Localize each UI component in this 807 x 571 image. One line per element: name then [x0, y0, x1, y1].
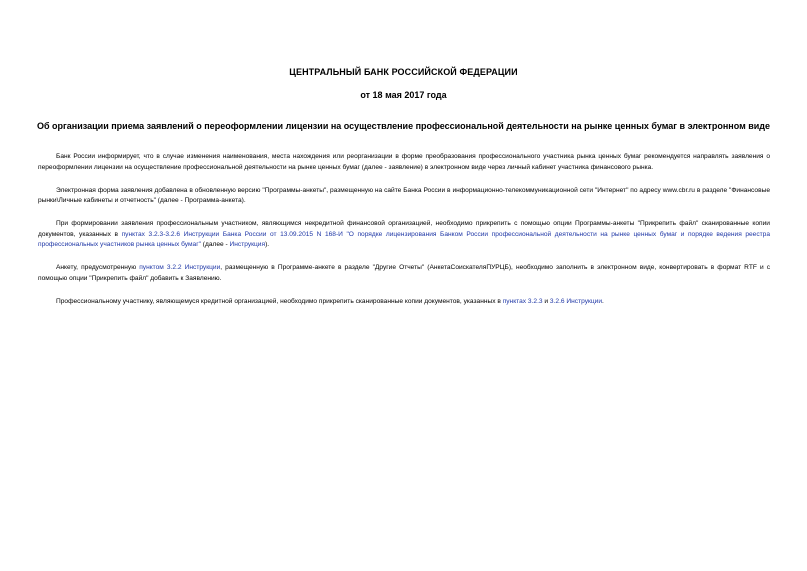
paragraph-3: [38, 219, 770, 251]
paragraph-5-text-c: .: [602, 297, 604, 305]
paragraph-3-text-b: (далее -: [200, 241, 230, 248]
paragraph-2-text: Электронная форма заявления добавлена в обновленную версию "Программы-анкеты", размещенную на сайте Банка России в информационно-телекоммуникационной сети "Интернет" по адресу www.cbr.ru в разделе "Финансовые рынки\Личные кабинеты и отчетность" (далее - Программа-анкета).: [38, 186, 770, 204]
paragraph-4-text-a: Анкету, предусмотренную: [56, 264, 140, 271]
paragraph-4: [38, 263, 770, 284]
paragraph-1: [38, 152, 770, 173]
paragraph-3-text-a: При формировании заявления профессиональным участником, являющимся некредитной финансовой организацией, необходимо прикрепить с помощью опции Программы-анкеты "Прикрепить файл" сканированные копии документов, указанных в: [38, 220, 770, 238]
paragraph-5: [38, 297, 770, 308]
document-title: Об организации приема заявлений о переоформлении лицензии на осуществление профессиональной деятельности на рынке ценных бумаг в электронном виде: [36, 121, 771, 131]
issuer-heading: ЦЕНТРАЛЬНЫЙ БАНК РОССИЙСКОЙ ФЕДЕРАЦИИ: [289, 67, 518, 77]
paragraph-4-text-b: , размещенную в Программе-анкете в разделе "Другие Отчеты" (АнкетаСоискателяПУРЦБ), необходимо заполнить в электронном виде, конвертировать в формат RTF и с помощью опции "Прикрепить файл" добавить к Заявлению.: [38, 264, 770, 282]
document-date: от 18 мая 2017 года: [360, 90, 447, 100]
paragraph-5-text-a: Профессиональному участнику, являющемуся кредитной организацией, необходимо прикрепить сканированные копии документов, указанных в: [56, 297, 503, 305]
document-body: [38, 152, 770, 320]
paragraph-3-text-c: ).: [265, 241, 270, 248]
paragraph-5-text-b: и: [542, 297, 550, 305]
point-3-2-3-link[interactable]: пунктах 3.2.3: [502, 297, 543, 305]
paragraph-2: [38, 186, 770, 207]
instruction-link[interactable]: Инструкция: [229, 241, 266, 248]
paragraph-1-text: Банк России информирует, что в случае изменения наименования, места нахождения или реорганизации в форме преобразования профессионального участника рынка ценных бумаг рекомендуется направлять заявления о переоформлении лицензии на осуществление профессиональной деятельности на рынке ценных бумаг (далее - заявление) в электронном виде через личный кабинет участника финансового рынка.: [38, 153, 770, 171]
point-3-2-6-link[interactable]: 3.2.6 Инструкции: [549, 297, 603, 305]
point-3-2-2-link[interactable]: пунктом 3.2.2 Инструкции: [139, 264, 221, 271]
instruction-168-link[interactable]: пунктах 3.2.3-3.2.6 Инструкции Банка России от 13.09.2015 N 168-И "О порядке лицензирования Банком России профессиональной деятельности на рынке ценных бумаг и порядке ведения реестра профессиональных участников рынка ценных бумаг": [38, 230, 770, 248]
